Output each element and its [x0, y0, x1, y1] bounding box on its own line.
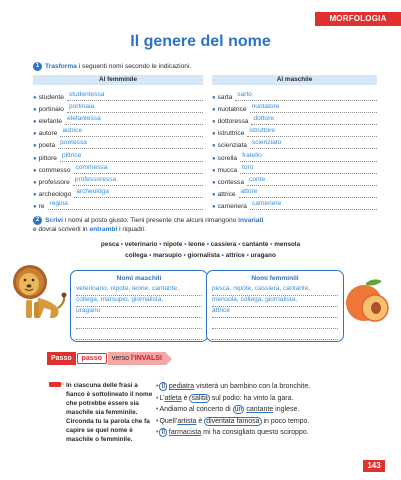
- exercise-row: [33, 186, 203, 198]
- banner-step-1: Passo: [47, 352, 76, 365]
- answer-line[interactable]: [240, 153, 377, 162]
- separator: •: [157, 241, 164, 248]
- box-answer-line[interactable]: [212, 318, 338, 329]
- sentence-text: Andiamo al concerto di: [159, 406, 233, 414]
- banner-keyword: l’INVALSI: [130, 355, 162, 362]
- feminine-list: [33, 89, 203, 210]
- given-word: contessa: [217, 178, 245, 186]
- given-word: portinaio: [38, 106, 64, 114]
- exercise-row: [212, 186, 377, 198]
- instruction-text: i seguenti nomi secondo le indicazioni.: [76, 63, 192, 70]
- separator: •: [244, 251, 251, 259]
- circled-word: salita: [191, 394, 208, 402]
- exercise-row: [33, 101, 203, 113]
- bullet: ●: [212, 119, 216, 126]
- banner-text: verso: [111, 355, 131, 362]
- underlined-noun: cantante: [246, 406, 274, 414]
- given-word: scienziata: [217, 142, 247, 150]
- separator: •: [147, 251, 153, 259]
- circled-word: Il: [161, 429, 165, 437]
- answer-text: dottore: [253, 115, 274, 123]
- instruction-verb: Scrivi: [45, 217, 63, 224]
- word-bank-item: collega: [125, 251, 148, 259]
- answer-line[interactable]: [235, 92, 377, 101]
- page-title: Il genere del nome: [130, 33, 271, 50]
- banner-step-2: passo: [77, 353, 107, 364]
- given-word: sarta: [217, 94, 233, 102]
- instruction-verb: Trasforma: [45, 63, 77, 70]
- answer-line[interactable]: [250, 104, 377, 113]
- answer-text: archeologa: [76, 187, 109, 195]
- bullet: ●: [33, 143, 37, 150]
- answer-text: scienziato: [251, 139, 282, 147]
- exercise-1-instruction: [33, 62, 191, 71]
- sentence-text: L’: [159, 394, 165, 402]
- word-bank-item: pesca: [100, 241, 119, 248]
- invalsi-banner: [47, 352, 172, 365]
- answer-line[interactable]: [58, 140, 203, 149]
- sentence-3: •Andiamo al concerto di un cantante inglese.: [156, 406, 300, 414]
- answer-text: cameriere: [251, 199, 282, 207]
- answer-line[interactable]: [67, 92, 203, 101]
- exercise-row: [33, 198, 203, 210]
- circled-word: un: [234, 406, 243, 414]
- column-header-feminine: Al femminile: [33, 75, 203, 85]
- box-answer-line[interactable]: mensola, collega, giornalista,: [212, 296, 338, 307]
- answer-text: conte: [249, 175, 266, 183]
- banner-step-3: [108, 352, 166, 365]
- box-answer-line[interactable]: veterinario, nipote, leone, cantante,: [76, 285, 202, 296]
- answer-line[interactable]: [250, 201, 377, 210]
- answer-text: portinaia: [68, 103, 95, 111]
- given-word: poeta: [38, 142, 56, 150]
- separator: •: [236, 241, 243, 248]
- invalsi-sentences: [156, 381, 381, 439]
- answer-line[interactable]: [60, 128, 203, 137]
- answer-text: fratello: [242, 151, 262, 159]
- pencil-icon: [49, 382, 61, 387]
- bullet: ●: [33, 179, 37, 186]
- page-number: 143: [363, 460, 385, 472]
- box-answer-line[interactable]: [76, 318, 202, 329]
- instruction-text: e dovrai scriverli in: [33, 225, 90, 233]
- exercise-row: [33, 149, 203, 161]
- exercise-row: [33, 113, 203, 125]
- answer-text: pittrice: [61, 151, 82, 159]
- given-word: commesso: [38, 166, 71, 174]
- box-answer-line[interactable]: [76, 329, 202, 340]
- sentence-text: in poco tempo.: [261, 417, 310, 425]
- sentence-1: • Il pediatra visiterà un bambino con la bronchite.: [156, 383, 311, 390]
- bullet: ●: [212, 95, 216, 102]
- underlined-noun: atleta: [164, 394, 182, 402]
- circled-word: diventata famosa: [206, 417, 260, 425]
- bullet: ●: [212, 179, 216, 186]
- answer-line[interactable]: [65, 116, 203, 125]
- peach-illustration: [344, 277, 390, 323]
- given-word: attrice: [217, 190, 236, 198]
- answer-text: autrice: [62, 127, 83, 135]
- sentence-2: •L’atleta è salita sul podio: ha vinto la gara.: [156, 394, 294, 402]
- word-bank-item: mensola: [274, 241, 301, 248]
- underlined-noun: farmacista: [168, 429, 202, 437]
- given-word: elefante: [38, 118, 63, 126]
- masculine-box-title: Nomi maschili: [116, 275, 162, 282]
- banner-arrow: [166, 353, 172, 365]
- word-bank-item: veterinario: [124, 241, 158, 248]
- word-bank-item: giornalista: [187, 251, 220, 259]
- given-word: cameriera: [217, 202, 247, 210]
- column-header-masculine: Al maschile: [212, 75, 377, 85]
- box-answer-line[interactable]: collega, marsupio, giornalista,: [76, 296, 202, 307]
- invalsi-instruction: In ciascuna delle frasi a fianco è sottolineato il nome che potrebbe essere sia maschile sia femminile. Circonda tu la parola che fa capire se quel nome è maschile o femminile.: [66, 382, 153, 443]
- sentence-text: Quell’: [159, 417, 178, 425]
- word-bank-item: cassiera: [210, 241, 237, 248]
- bullet: ●: [33, 131, 37, 138]
- answer-text: elefantessa: [67, 115, 101, 123]
- word-bank-item: nipote: [163, 241, 183, 248]
- separator: •: [204, 241, 211, 248]
- exercise-row: [33, 89, 203, 101]
- answer-line[interactable]: [247, 128, 377, 137]
- sentence-text: visiterà un bambino con la bronchite.: [194, 383, 311, 390]
- exercise-row: [212, 125, 377, 137]
- given-word: professore: [38, 178, 70, 186]
- given-word: re: [38, 202, 45, 210]
- given-word: istruttrice: [217, 130, 245, 138]
- answer-text: commessa: [75, 163, 108, 171]
- section-tab: MORFOLOGIA: [315, 12, 401, 26]
- bullet: ●: [212, 167, 216, 174]
- underlined-noun: artista: [177, 417, 197, 425]
- word-bank-line: [0, 240, 401, 251]
- given-word: dottoressa: [217, 118, 249, 126]
- word-bank-item: cantante: [242, 241, 269, 248]
- underlined-noun: pediatra: [168, 383, 195, 390]
- separator: •: [268, 241, 275, 248]
- circled-word: Il: [161, 383, 165, 390]
- sentence-text: sul podio: ha vinto la gara.: [209, 394, 294, 402]
- exercise-number: 2: [33, 216, 42, 225]
- bullet: ●: [33, 119, 37, 126]
- sentence-text: inglese.: [273, 406, 300, 414]
- answer-line[interactable]: [73, 177, 203, 186]
- answer-line[interactable]: [60, 153, 203, 162]
- answer-line[interactable]: [48, 201, 204, 210]
- exercise-row: [212, 198, 377, 210]
- exercise-row: [33, 174, 203, 186]
- exercise-row: [212, 137, 377, 149]
- answer-line[interactable]: [239, 189, 377, 198]
- exercise-number: 1: [33, 62, 42, 71]
- exercise-row: [212, 89, 377, 101]
- given-word: autore: [38, 130, 58, 138]
- exercise-row: [33, 137, 203, 149]
- lion-illustration: [10, 258, 68, 320]
- answer-line[interactable]: [247, 177, 377, 186]
- sentence-5: • Il farmacista mi ha consigliato questo sciroppo.: [156, 429, 309, 437]
- word-bank-item: uragano: [250, 251, 276, 259]
- bullet: ●: [33, 95, 37, 102]
- bullet: ●: [33, 191, 37, 198]
- word-bank-item: leone: [188, 241, 205, 248]
- bullet: ●: [33, 203, 37, 210]
- instruction-text: i nomi al posto giusto. Tieni presente che alcuni rimangono: [62, 217, 239, 224]
- word-bank-item: marsupio: [152, 251, 182, 259]
- bullet: ●: [212, 191, 216, 198]
- exercise-2-instruction: [33, 216, 373, 234]
- bullet: ●: [33, 107, 37, 114]
- separator: •: [118, 241, 125, 248]
- box-answer-line[interactable]: attrice: [212, 307, 338, 318]
- answer-text: attore: [240, 187, 258, 195]
- word-bank-item: attrice: [225, 251, 245, 259]
- exercise-row: [33, 162, 203, 174]
- bullet: ●: [33, 155, 37, 162]
- answer-text: poetessa: [60, 139, 87, 147]
- bullet: ●: [212, 155, 216, 162]
- sentence-text: è: [181, 394, 190, 402]
- exercise-row: [212, 162, 377, 174]
- answer-line[interactable]: [67, 104, 203, 113]
- given-word: nuotatrice: [217, 106, 247, 114]
- given-word: mucca: [217, 166, 238, 174]
- answer-line[interactable]: [74, 165, 203, 174]
- sentence-text: è: [196, 417, 205, 425]
- bullet: ●: [212, 131, 216, 138]
- given-word: studente: [38, 94, 64, 102]
- exercise-row: [212, 174, 377, 186]
- bullet: ●: [212, 107, 216, 114]
- exercise-row: [212, 149, 377, 161]
- bullet: ●: [33, 167, 37, 174]
- given-word: sorella: [217, 154, 238, 162]
- box-answer-line[interactable]: [212, 329, 338, 340]
- feminine-box-title: Nomi femminili: [251, 275, 299, 282]
- box-answer-line[interactable]: pesca, nipote, cassiera, cantante,: [212, 285, 338, 296]
- bullet: ●: [212, 143, 216, 150]
- exercise-row: [212, 113, 377, 125]
- answer-text: studentessa: [68, 91, 105, 99]
- box-answer-line[interactable]: uragano: [76, 307, 202, 318]
- sentence-4: •Quell’artista è diventata famosa in poco tempo.: [156, 417, 310, 425]
- sentence-text: mi ha consigliato questo sciroppo.: [201, 429, 309, 437]
- given-word: pittore: [38, 154, 57, 162]
- answer-line[interactable]: [250, 140, 377, 149]
- answer-text: sarto: [237, 91, 252, 99]
- answer-text: professoressa: [74, 175, 117, 183]
- answer-text: istruttore: [249, 127, 276, 135]
- answer-line[interactable]: [74, 189, 203, 198]
- instruction-keyword: invariati: [238, 217, 264, 224]
- exercise-row: [33, 125, 203, 137]
- answer-text: nuotatore: [251, 103, 280, 111]
- instruction-text: i riquadri.: [117, 225, 147, 233]
- separator: •: [182, 241, 189, 248]
- separator: •: [181, 251, 188, 259]
- answer-line[interactable]: [251, 116, 377, 125]
- separator: •: [219, 251, 226, 259]
- answer-text: regina: [49, 199, 68, 207]
- bullet: ●: [212, 203, 216, 210]
- exercise-row: [212, 101, 377, 113]
- answer-line[interactable]: [240, 165, 377, 174]
- answer-text: toro: [242, 163, 254, 171]
- given-word: archeologo: [38, 190, 72, 198]
- masculine-list: [212, 89, 377, 210]
- instruction-keyword: entrambi: [89, 225, 118, 233]
